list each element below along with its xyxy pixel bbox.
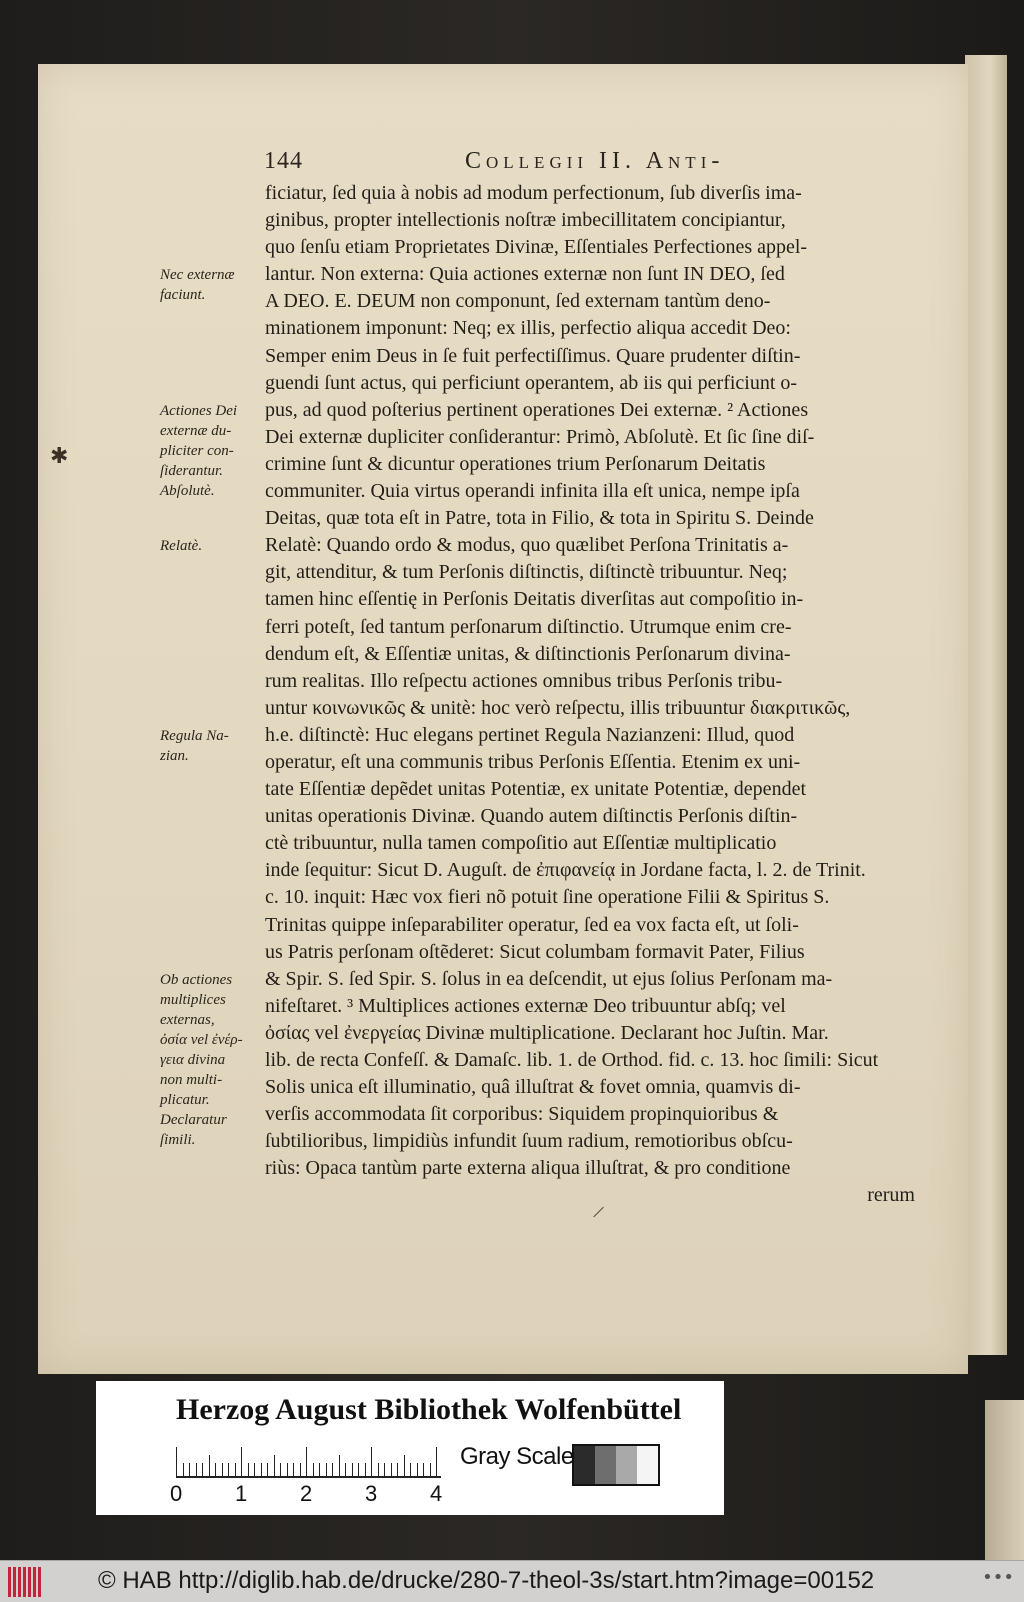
- marginal-note-line: Declaratur: [160, 1111, 227, 1128]
- text-line: ὀσίας vel ἐνεργείας Divinæ multiplicatione. Declarant hoc Juſtin. Mar.: [265, 1021, 829, 1044]
- ruler-tick: [397, 1463, 398, 1477]
- ruler-tick: [280, 1463, 281, 1477]
- marginal-note-line: externæ du-: [160, 422, 232, 439]
- text-line: c. 10. inquit: Hæc vox fieri nõ potuit ſine operatione Filii & Spiritus S.: [265, 886, 830, 909]
- text-line: ginibus, propter intellectionis noſtræ imbecillitatem concipiantur,: [265, 209, 786, 232]
- ellipsis-icon[interactable]: •••: [982, 1567, 1014, 1588]
- gray-patch: [616, 1446, 637, 1484]
- gray-scale-label: Gray Scale: [460, 1443, 574, 1470]
- hab-logo-icon: [8, 1567, 46, 1597]
- ruler-tick: [384, 1463, 385, 1477]
- ruler-tick: [313, 1463, 314, 1477]
- marginal-note: [160, 970, 268, 1150]
- ruler-tick: [365, 1463, 366, 1477]
- adjacent-page-edge-lower: [985, 1400, 1024, 1560]
- library-reference-card: [96, 1381, 724, 1515]
- ruler-label: 2: [300, 1481, 313, 1506]
- ruler-tick: [339, 1455, 340, 1477]
- running-head: Collegii II. Anti-: [465, 148, 725, 174]
- text-line: git, attenditur, & tum Perſonis diſtinctis, diſtinctè tribuuntur. Neq;: [265, 561, 788, 584]
- text-line: rum realitas. Illo reſpectu actiones omnibus tribus Perſonis tribu-: [265, 669, 783, 692]
- ruler-label: 1: [235, 1481, 248, 1506]
- ruler-tick: [241, 1447, 242, 1477]
- ruler-tick: [261, 1463, 262, 1477]
- ruler-tick: [287, 1463, 288, 1477]
- ruler-tick: [222, 1463, 223, 1477]
- ruler-tick: [248, 1463, 249, 1477]
- marginal-note: [160, 265, 268, 305]
- marginal-note-line: ſimili.: [160, 1131, 196, 1148]
- ruler-tick: [345, 1463, 346, 1477]
- text-line: crimine ſunt & dicuntur operationes trium Perſonarum Deitatis: [265, 452, 766, 475]
- ruler-tick: [235, 1463, 236, 1477]
- marginal-note-line: faciunt.: [160, 287, 206, 304]
- text-line: verſis accommodata ſit corporibus: Siquidem propinquioribus &: [265, 1103, 779, 1126]
- marginal-note: [160, 726, 268, 766]
- text-line: dendum eſt, & Eſſentiæ unitas, & diſtinctionis Perſonarum divina-: [265, 642, 791, 665]
- text-line: ctè tribuuntur, nulla tamen compoſitio aut Eſſentiæ multiplicatio: [265, 832, 777, 855]
- footer-url[interactable]: © HAB http://diglib.hab.de/drucke/280-7-theol-3s/start.htm?image=00152: [98, 1567, 875, 1594]
- centimeter-ruler: [176, 1447, 441, 1477]
- ruler-tick: [183, 1463, 184, 1477]
- ruler-label: 0: [170, 1481, 183, 1506]
- text-line: Semper enim Deus in ſe fuit perfectiſſimus. Quare prudenter diſtin-: [265, 344, 801, 367]
- marginal-note: [160, 401, 268, 501]
- ruler-tick: [306, 1447, 307, 1477]
- text-line: A DEO. E. DEUM non componunt, ſed externam tantùm deno-: [265, 290, 771, 313]
- ruler-tick: [417, 1463, 418, 1477]
- marginal-note-line: Relatè.: [160, 538, 203, 555]
- text-line: pus, ad quod poſterius pertinent operationes Dei externæ. ² Actiones: [265, 398, 809, 421]
- ruler-tick: [358, 1463, 359, 1477]
- text-line: inde ſequitur: Sicut D. Auguſt. de ἐπιφανείᾳ in Jordane facta, l. 2. de Trinit.: [265, 859, 866, 882]
- text-line: nifeſtaret. ³ Multiplices actiones externæ Deo tribuuntur abſq; vel: [265, 994, 786, 1017]
- text-line: tamen hinc eſſentię in Perſonis Deitatis diverſitas aut compoſitio in-: [265, 588, 804, 611]
- ruler-tick: [378, 1463, 379, 1477]
- binding-mark-icon: ✱: [50, 443, 69, 468]
- ruler-tick: [228, 1463, 229, 1477]
- text-line: Dei externæ dupliciter conſiderantur: Primò, Abſolutè. Et ſic ſine diſ-: [265, 425, 815, 448]
- ruler-tick: [404, 1455, 405, 1477]
- marginal-note-line: Ob actiones: [160, 971, 233, 988]
- text-line: ferri poteſt, ſed tantum perſonarum diſtinctio. Utrumque enim cre-: [265, 615, 792, 638]
- marginal-note-line: externas,: [160, 1011, 215, 1028]
- text-line: riùs: Opaca tantùm parte externa aliqua illuſtrat, & pro conditione: [265, 1157, 791, 1180]
- ruler-tick: [300, 1463, 301, 1477]
- text-line: us Patris perſonam oſtẽderet: Sicut columbam formavit Pater, Filius: [265, 940, 805, 963]
- ruler-tick: [371, 1447, 372, 1477]
- marginal-note-line: pliciter con-: [160, 442, 234, 459]
- text-line: untur κοινωνικῶς & unitè: hoc verò reſpectu, illis tribuuntur διακριτικῶς,: [265, 696, 851, 719]
- ruler-tick: [423, 1463, 424, 1477]
- marginal-note-line: zian.: [160, 748, 189, 764]
- ruler-tick: [430, 1463, 431, 1477]
- ruler-tick: [326, 1463, 327, 1477]
- text-line: lantur. Non externa: Quia actiones externæ non ſunt IN DEO, ſed: [265, 263, 785, 286]
- gray-patch: [574, 1446, 595, 1484]
- main-text-block: [265, 180, 935, 1210]
- marginal-note-line: Regula Na-: [160, 728, 229, 744]
- text-line: & Spir. S. ſed Spir. S. ſolus in ea deſcendit, ut ejus ſolius Perſonam ma-: [265, 967, 833, 990]
- text-line: ficiatur, ſed quia à nobis ad modum perfectionum, ſub diverſis ima-: [265, 182, 802, 204]
- ruler-label: 3: [365, 1481, 378, 1506]
- ruler-tick: [254, 1463, 255, 1477]
- ruler-tick: [410, 1463, 411, 1477]
- gray-scale-patches: [572, 1444, 660, 1486]
- text-line: Relatè: Quando ordo & modus, quo quælibet Perſona Trinitatis a-: [265, 534, 789, 557]
- text-line: Deitas, quæ tota eſt in Patre, tota in Filio, & tota in Spiritu S. Deinde: [265, 507, 814, 530]
- ruler-tick: [274, 1455, 275, 1477]
- page-header: [260, 146, 960, 180]
- text-line: communiter. Quia virtus operandi infinita illa eſt unica, nempe ipſa: [265, 480, 800, 503]
- text-line: minationem imponunt: Neq; ex illis, perfectio aliqua accedit Deo:: [265, 317, 791, 340]
- text-line: lib. de recta Confeſſ. & Damaſc. lib. 1. de Orthod. fid. c. 13. hoc ſimili: Sicut: [265, 1049, 879, 1071]
- text-line: operatur, eſt una communis tribus Perſonis Eſſentia. Etenim ex uni-: [265, 750, 801, 773]
- ruler-tick: [189, 1463, 190, 1477]
- ruler-tick: [267, 1463, 268, 1477]
- text-line: Trinitas quippe inſeparabiliter operatur, ſed ea vox facta eſt, ut ſoli-: [265, 913, 799, 936]
- marginal-note-line: non multi-: [160, 1071, 223, 1088]
- text-line: h.e. diſtinctè: Huc elegans pertinet Regula Nazianzeni: Illud, quod: [265, 723, 795, 746]
- ruler-tick: [319, 1463, 320, 1477]
- text-line: unitas operationis Divinæ. Quando autem diſtinctis Perſonis diſtin-: [265, 805, 798, 828]
- gray-patch: [595, 1446, 616, 1484]
- marginal-note-line: ſiderantur.: [160, 462, 223, 479]
- text-line: guendi ſunt actus, qui perficiunt operantem, ab iis qui perficiunt o-: [265, 371, 798, 394]
- catchword: rerum: [867, 1184, 915, 1207]
- page-number: 144: [264, 148, 303, 174]
- viewer-footer-bar: [0, 1560, 1024, 1602]
- marginal-note-line: plicatur.: [160, 1091, 210, 1108]
- ruler-tick: [436, 1447, 437, 1477]
- marginal-note-line: ὀσία vel ἐνέρ-: [160, 1031, 243, 1048]
- ruler-tick: [209, 1455, 210, 1477]
- text-line: tate Eſſentiæ depẽdet unitas Potentiæ, ex unitate Potentiæ, dependet: [265, 778, 806, 801]
- ruler-label: 4: [430, 1481, 443, 1506]
- marginal-note: [160, 536, 268, 556]
- ruler-tick: [293, 1463, 294, 1477]
- ruler-tick: [332, 1463, 333, 1477]
- library-name: Herzog August Bibliothek Wolfenbüttel: [176, 1393, 682, 1426]
- adjacent-page-edge: [965, 55, 1007, 1355]
- marginal-note-line: Nec externæ: [160, 267, 235, 284]
- ruler-tick: [196, 1463, 197, 1477]
- marginal-note-line: γεια divina: [160, 1051, 226, 1068]
- ruler-tick: [352, 1463, 353, 1477]
- ruler-tick: [176, 1447, 177, 1477]
- gray-patch: [637, 1446, 658, 1484]
- marginal-note-line: Actiones Dei: [160, 402, 238, 419]
- text-line: quo ſenſu etiam Proprietates Divinæ, Eſſentiales Perfectiones appel-: [265, 236, 808, 259]
- text-line: Solis unica eſt illuminatio, quâ illuſtrat & fovet omnia, quamvis di-: [265, 1076, 801, 1099]
- text-line: ſubtilioribus, limpidiùs infundit ſuum radium, remotioribus obſcu-: [265, 1130, 793, 1153]
- ruler-tick: [202, 1463, 203, 1477]
- ruler-tick: [215, 1463, 216, 1477]
- ruler-tick: [391, 1463, 392, 1477]
- marginal-note-line: Abſolutè.: [160, 482, 215, 499]
- marginal-note-line: multiplices: [160, 991, 226, 1008]
